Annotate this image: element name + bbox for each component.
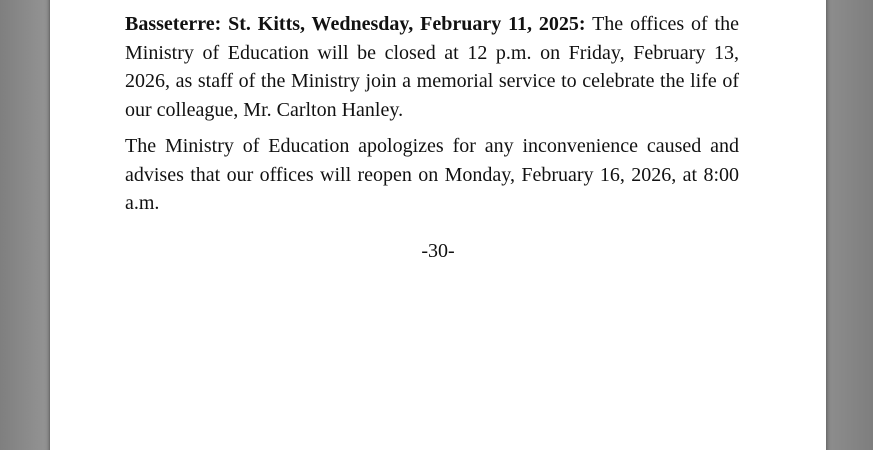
document-page xyxy=(49,0,827,450)
document-body xyxy=(125,10,739,226)
end-mark: -30- xyxy=(421,240,455,262)
paragraph-announcement xyxy=(125,10,739,124)
paragraph-apology: The Ministry of Education apologizes for any inconvenience caused and advises that our offices will reopen on Monday, February 16, 2026, at 8:00 a.m. xyxy=(125,135,739,214)
dateline: Basseterre: St. Kitts, Wednesday, February 11, 2025: xyxy=(125,13,586,35)
announcement-text: The offices of the Ministry of Education will be closed at 12 p.m. on Friday, February 13, 2026, as staff of the Ministry join a memorial service to celebrate the life of our colleague, Mr. Carlton Hanley. xyxy=(125,13,739,121)
